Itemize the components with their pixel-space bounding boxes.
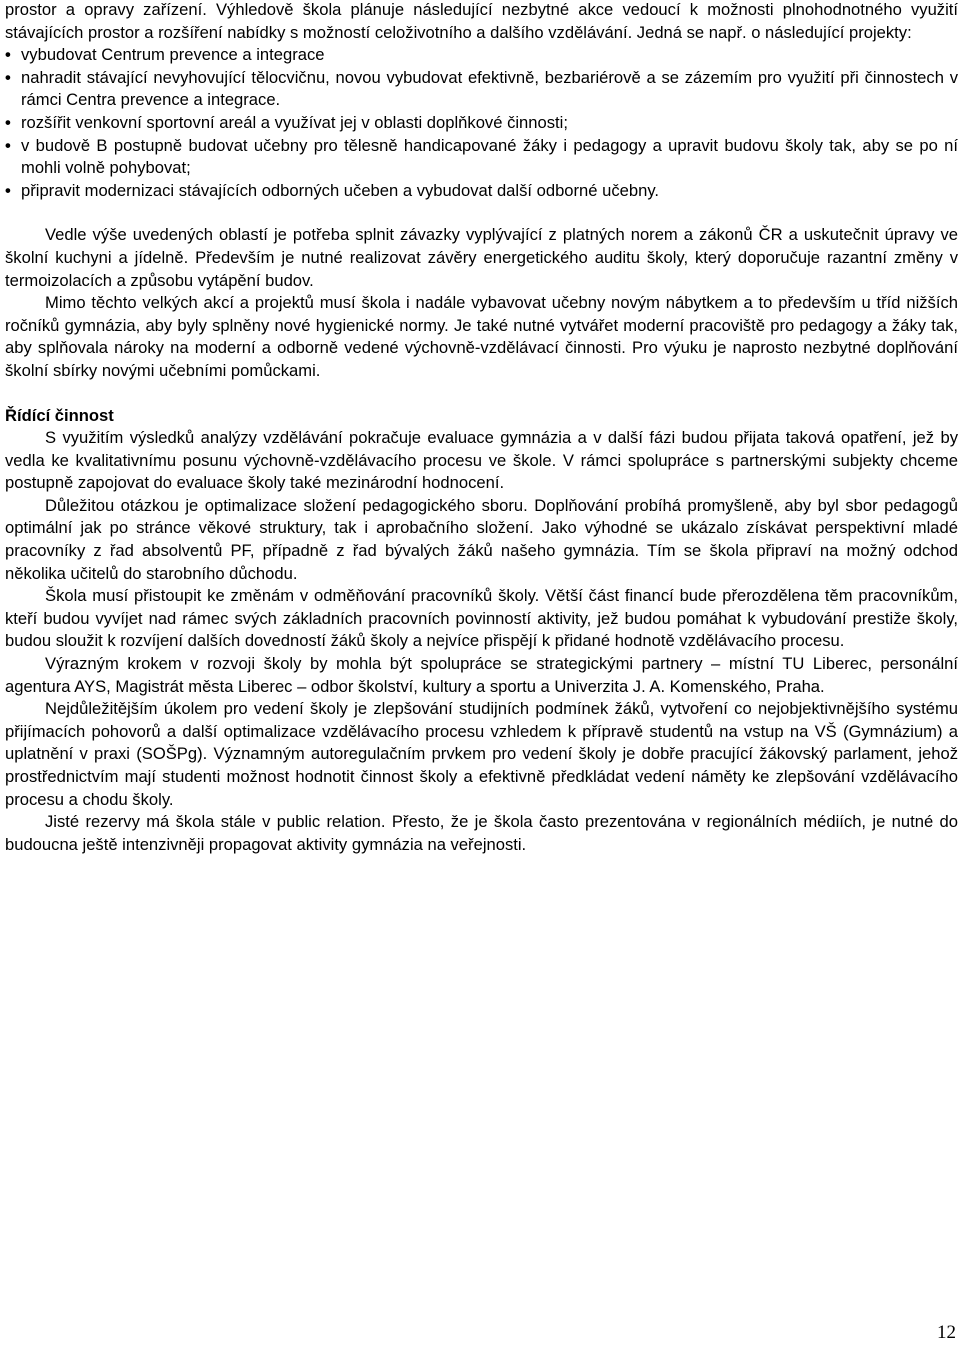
list-item: • vybudovat Centrum prevence a integrace bbox=[5, 44, 958, 67]
paragraph: Jisté rezervy má škola stále v public relation. Přesto, že je škola často prezentována v regionálních médiích, je nutné do budoucna ještě intenzivněji propagovat aktivity gymnázia na veřejnosti. bbox=[5, 812, 958, 854]
list-item: • v budově B postupně budovat učebny pro tělesně handicapované žáky i pedagogy a upravit budovu školy tak, aby se po ní mohli volně pohybovat; bbox=[5, 135, 958, 180]
list-item: • připravit modernizaci stávajících odborných učeben a vybudovat další odborné učebny. bbox=[5, 180, 958, 203]
paragraph: Vedle výše uvedených oblastí je potřeba splnit závazky vyplývající z platných norem a zákonů ČR a uskutečnit úpravy ve školní kuchyni a jídelně. Především je nutné realizovat závěry energetického auditu školy, který doporučuje razantní změny v termoizolacích a způsobu vytápění budov. bbox=[5, 225, 958, 290]
section-heading: Řídící činnost bbox=[5, 405, 114, 425]
intro-paragraph: prostor a opravy zařízení. Výhledově škola plánuje následující nezbytné akce vedoucí k možnosti plnohodnotného využití stávajících prostor a rozšíření nabídky s možností celoživotního a dalšího vzdělávání. Jedná se např. o následující projekty: bbox=[5, 0, 958, 42]
paragraph: Nejdůležitějším úkolem pro vedení školy je zlepšování studijních podmínek žáků, vytvoření co nejobjektivnějšího systému přijímacích pohovorů a další optimalizace vzdělávacího procesu vzhledem k přípravě studentů na vstup na VŠ (Gymnázium) a uplatnění v praxi (SOŠPg). Významným autoregulačním prvkem pro vedení školy je dobře pracující žákovský parlament, jehož prostřednictvím mají studenti možnost hodnotit činnost školy a efektivně předkládat vedení náměty ke zlepšování vzdělávacího procesu a chodu školy. bbox=[5, 699, 958, 809]
paragraph: Důležitou otázkou je optimalizace složení pedagogického sboru. Doplňování probíhá promyšleně, aby byl sbor pedagogů optimální jak po stránce věkové struktury, tak i aprobačního složení. Jako výhodné se ukázalo získávat perspektivní mladé pracovníky z řad absolventů PF, případně z řad bývalých žáků našeho gymnázia. Tím se škola připraví na možný odchod několika učitelů do starobního důchodu. bbox=[5, 495, 958, 583]
list-item: • nahradit stávající nevyhovující tělocvičnu, novou vybudovat efektivně, bezbariérově a se zázemím pro využití při činnostech v rámci Centra prevence a integrace. bbox=[5, 67, 958, 112]
paragraph: Výrazným krokem v rozvoji školy by mohla být spolupráce se strategickými partnery – místní TU Liberec, personální agentura AYS, Magistrát města Liberec – odbor školství, kultury a sportu a Univerzita J. A. Komenského, Praha. bbox=[5, 654, 958, 696]
project-list bbox=[5, 44, 958, 202]
list-item: • rozšířit venkovní sportovní areál a využívat jej v oblasti doplňkové činnosti; bbox=[5, 112, 958, 135]
paragraph: Mimo těchto velkých akcí a projektů musí škola i nadále vybavovat učebny novým nábytkem a to především u tříd nižších ročníků gymnázia, aby byly splněny nové hygienické normy. Je také nutné vytvářet moderní pracoviště pro pedagogy a žáky tak, aby splňovala nároky na moderní a odborně vedené výchovně-vzdělávací činnosti. Pro výuku je naprosto nezbytné doplňování školní sbírky novými učebními pomůckami. bbox=[5, 293, 958, 380]
page-number: 12 bbox=[937, 1322, 956, 1343]
document-page bbox=[5, 0, 958, 856]
paragraph: Škola musí přistoupit ke změnám v odměňování pracovníků školy. Větší část financí bude přerozdělena těm pracovníkům, kteří budou vyvíjet nad rámec svých základních pracovních povinností aktivity, jež budou pomáhat k vybudování prestiže školy, budou sloužit k rozvíjení dalších dovedností žáků školy a nejvíce přispějí k přidané hodnotě vzdělávacího procesu. bbox=[5, 586, 958, 651]
paragraph: S využitím výsledků analýzy vzdělávání pokračuje evaluace gymnázia a v další fázi budou přijata taková opatření, jež by vedla ke kvalitativnímu posunu výchovně-vzdělávacího procesu ve škole. V rámci spolupráce s partnerskými subjekty chceme postupně zapojovat do evaluace školy také mezinárodní hodnocení. bbox=[5, 428, 958, 493]
